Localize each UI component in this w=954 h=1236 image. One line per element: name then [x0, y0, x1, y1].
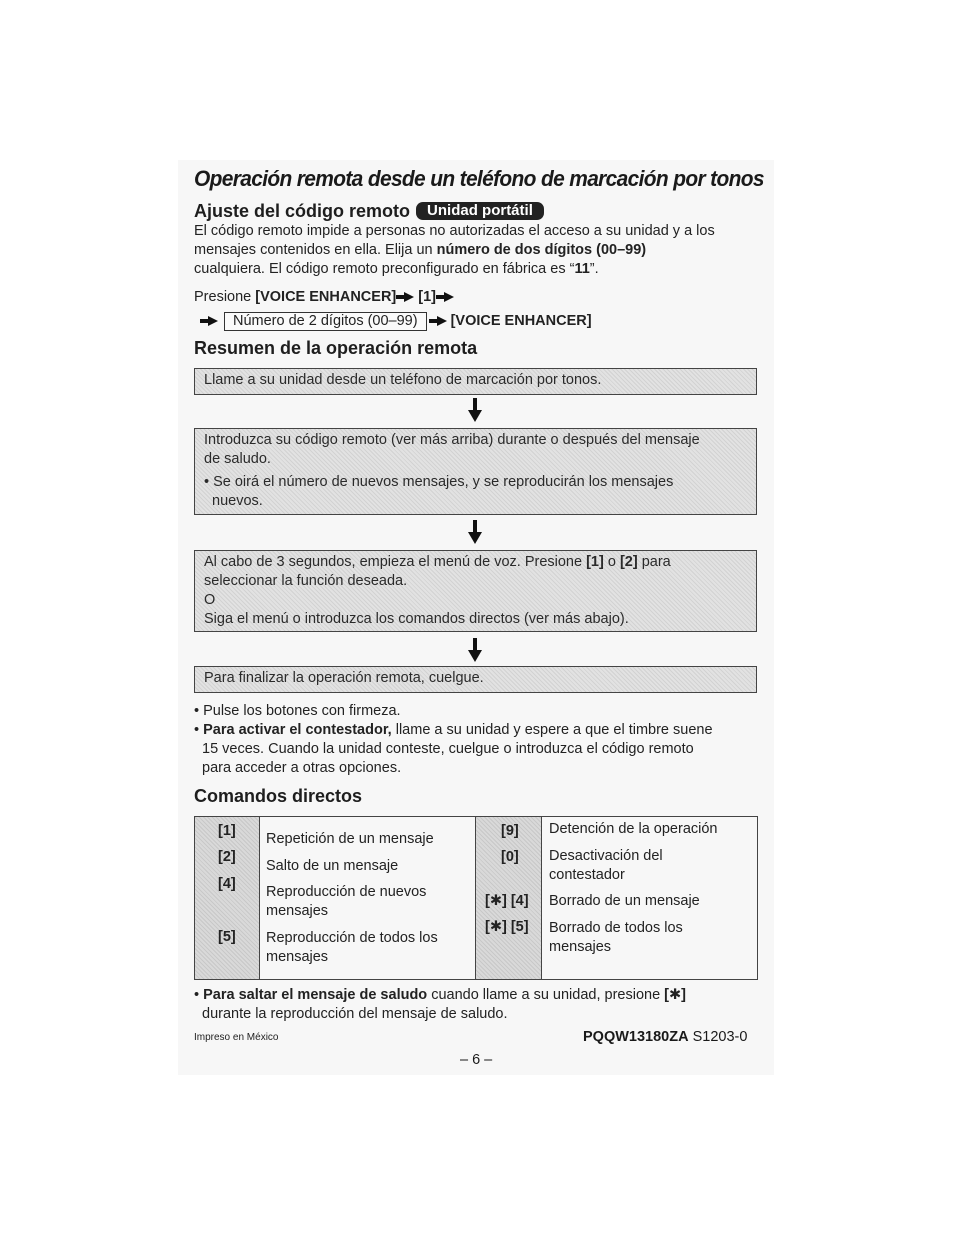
flow-text: seleccionar la función deseada. [204, 573, 408, 589]
para-line [194, 260, 760, 279]
down-arrow-icon [468, 520, 482, 544]
skip-bold: Para saltar el mensaje de saludo [203, 987, 428, 1003]
skip-line-1: • Para saltar el mensaje de saludo cuando llame a su unidad, presione [✱] [194, 987, 686, 1003]
cmd-desc: Desactivación del contestador [549, 848, 663, 883]
flow-text: Llame a su unidad desde un teléfono de marcación por tonos. [204, 372, 602, 388]
arrow-right-icon [444, 292, 454, 302]
page-number: – 6 – [460, 1052, 493, 1068]
default-code: 11 [574, 261, 590, 277]
step-line-1 [194, 288, 458, 307]
heading-direct-commands: Comandos directos [194, 786, 363, 806]
key-voice-enhancer: [VOICE ENHANCER] [255, 289, 397, 305]
cmd-key: [1] [218, 823, 236, 839]
skip-line-2: durante la reproducción del mensaje de saludo. [202, 1006, 508, 1022]
arrow-right-icon [404, 292, 414, 302]
para-line: El código remoto impide a personas no autorizadas el acceso a su unidad y a los [194, 223, 715, 239]
note-text: para acceder a otras opciones. [202, 760, 402, 776]
flow-span: o [603, 554, 620, 570]
cmd-key: [0] [501, 849, 519, 865]
key-voice-enhancer: [VOICE ENHANCER] [450, 313, 592, 329]
heading-summary: Resumen de la operación remota [194, 338, 478, 358]
flow-box-4 [194, 666, 757, 693]
cmd-key: [5] [218, 929, 236, 945]
note-text: 15 veces. Cuando la unidad conteste, cuelgue o introduzca el código remoto [202, 741, 694, 757]
flow-text: de saludo. [204, 451, 271, 467]
down-arrow-icon [468, 398, 482, 422]
key-1: [1] [586, 554, 604, 570]
key-star: [✱] [664, 987, 686, 1003]
note-text: llame a su unidad y espere a que el timbre suene [391, 722, 713, 738]
cmd-key: [✱] [4] [485, 893, 529, 909]
key-column-left [195, 817, 260, 979]
note-bold: Para activar el contestador, [203, 722, 392, 738]
para-text: cualquiera. El código remoto preconfigurado en fábrica es “ [194, 261, 575, 277]
flow-box-1 [194, 368, 757, 395]
cmd-desc: Repetición de un mensaje [266, 831, 434, 847]
cmd-desc: Borrado de todos los mensajes [549, 920, 683, 955]
key-1: [1] [418, 289, 436, 305]
down-arrow-icon [468, 638, 482, 662]
doc-code [583, 1029, 747, 1045]
flow-or: O [204, 592, 216, 608]
cmd-desc: Detención de la operación [549, 821, 718, 837]
remote-code-paragraph [194, 222, 760, 279]
notes [194, 702, 760, 778]
flow-text: Introduzca su código remoto (ver más arriba) durante o después del mensaje [204, 432, 700, 448]
cmd-desc: Reproducción de nuevos mensajes [266, 884, 427, 919]
flow-span: Al cabo de 3 segundos, empieza el menú de voz. Presione [204, 554, 587, 570]
printed-in: Impreso en México [194, 1032, 279, 1043]
flow-text: Siga el menú o introduzca los comandos directos (ver más abajo). [204, 611, 629, 627]
note-bullet: • Para activar el contestador, llame a su unidad y espere a que el timbre suene [194, 722, 713, 738]
flow-bullet: nuevos. [212, 493, 263, 509]
page-title: Operación remota desde un teléfono de marcación por tonos [194, 166, 764, 191]
arrow-right-icon [437, 316, 447, 326]
flow-bullet: • Se oirá el número de nuevos mensajes, y se reproducirán los mensajes [204, 474, 674, 490]
skip-text: cuando llame a su unidad, presione [427, 987, 665, 1003]
digits-range: número de dos dígitos (00–99) [436, 242, 647, 258]
heading-remote-code [194, 201, 544, 222]
flow-text [204, 553, 747, 572]
skip-note [194, 986, 760, 1024]
para-text: mensajes contenidos en ella. Elija un [194, 242, 437, 258]
doc-code-bold: PQQW13180ZA [583, 1029, 689, 1045]
key-2: [2] [619, 554, 638, 570]
note-bullet: • Pulse los botones con firmeza. [194, 703, 401, 719]
flow-box-2 [194, 428, 757, 515]
step-line-2 [194, 312, 592, 331]
flow-span: para [637, 554, 671, 570]
cmd-desc: Reproducción de todos los mensajes [266, 930, 438, 965]
cmd-desc: Borrado de un mensaje [549, 893, 700, 909]
flow-text: Para finalizar la operación remota, cuelgue. [204, 670, 484, 686]
cmd-key: [2] [218, 849, 236, 865]
commands-table [194, 816, 758, 980]
badge-unidad-portatil: Unidad portátil [416, 202, 544, 220]
cmd-key: [✱] [5] [485, 919, 529, 935]
doc-rev: S1203-0 [692, 1029, 748, 1045]
para-line [194, 241, 760, 260]
cmd-key: [4] [218, 876, 236, 892]
cmd-key: [9] [501, 823, 519, 839]
flow-box-3 [194, 550, 757, 632]
cmd-desc: Salto de un mensaje [266, 858, 399, 874]
para-text: ”. [589, 261, 599, 277]
step-prefix: Presione [194, 289, 256, 305]
heading-remote-code-text: Ajuste del código remoto [194, 201, 411, 221]
digits-box: Número de 2 dígitos (00–99) [224, 312, 427, 331]
arrow-right-icon [208, 316, 218, 326]
